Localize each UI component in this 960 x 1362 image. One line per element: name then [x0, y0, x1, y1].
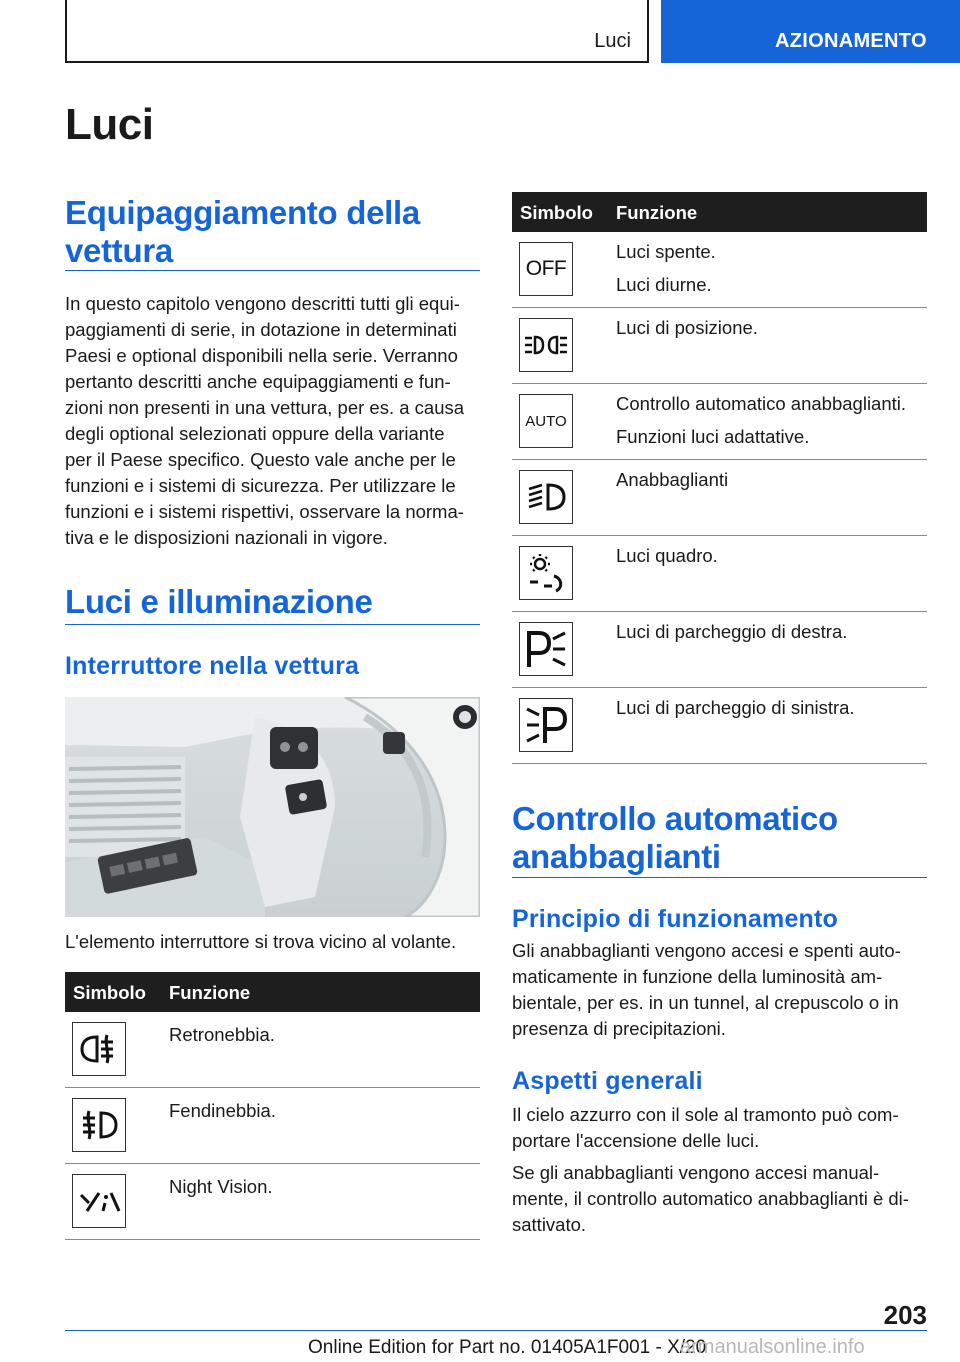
intro-line: paggiamenti di serie, in dotazione in determinati [65, 319, 457, 340]
heading-rule [512, 877, 927, 878]
heading-principle: Principio di funzionamento [512, 905, 839, 933]
heading-lights: Luci e illuminazione [65, 583, 373, 620]
function-text [616, 235, 716, 301]
function-line: Retronebbia. [169, 1024, 275, 1045]
function-line: Fendinebbia. [169, 1100, 276, 1121]
heading-switch: Interruttore nella vettura [65, 652, 360, 680]
heading-equipment [65, 194, 420, 270]
rear-fog-light-icon [72, 1022, 126, 1076]
photo-caption: L'elemento interruttore si trova vicino al volante. [65, 931, 457, 952]
general-line: portare l'accensione delle luci. [512, 1130, 760, 1151]
instrument-lighting-icon [519, 546, 573, 600]
header-section-title: Luci [594, 30, 631, 52]
function-line: Luci di parcheggio di sinistra. [616, 697, 855, 718]
general-line: sattivato. [512, 1214, 587, 1235]
footer-rule [65, 1330, 927, 1331]
front-fog-light-icon [72, 1098, 126, 1152]
table-row [65, 1012, 480, 1088]
intro-line: pertanto descritti anche equipaggiamenti e fun- [65, 371, 451, 392]
intro-line: funzioni e i sistemi di sicurezza. Per utilizzare le [65, 475, 456, 496]
function-line: Luci diurne. [616, 274, 712, 295]
function-text [616, 691, 855, 724]
intro-line: degli optional selezionati oppure della variante [65, 423, 445, 444]
page-number: 203 [883, 1300, 927, 1330]
function-line: Luci quadro. [616, 545, 718, 566]
general-paragraph-2 [512, 1160, 932, 1238]
footer-watermark: armanualsonline.info [680, 1336, 865, 1358]
table-row [512, 612, 927, 688]
principle-line: bientale, per es. in un tunnel, al crepuscolo o in [512, 992, 899, 1013]
low-beam-icon [519, 470, 573, 524]
table-row [512, 688, 927, 764]
heading-auto-line-1: Controllo automatico [512, 800, 838, 837]
function-line: Controllo automatico anabbaglianti. [616, 393, 907, 414]
intro-line: In questo capitolo vengono descritti tutti gli equi- [65, 293, 460, 314]
dashboard-illustration [65, 697, 480, 917]
right-parking-light-icon [519, 622, 573, 676]
function-text [169, 1018, 275, 1051]
function-text [616, 463, 728, 496]
table-row [512, 232, 927, 308]
function-text [616, 387, 906, 453]
off-icon [519, 242, 573, 296]
table-row [512, 536, 927, 612]
footer-edition: Online Edition for Part no. 01405A1F001 - X/20 [308, 1337, 707, 1358]
intro-line: zioni non presenti in una vettura, per es. a causa [65, 397, 465, 418]
heading-rule [65, 624, 480, 625]
heading-auto-low-beam [512, 800, 838, 876]
function-line: Luci spente. [616, 241, 716, 262]
general-line: Se gli anabbaglianti vengono accesi manual- [512, 1162, 880, 1183]
heading-equipment-line-2: vettura [65, 232, 173, 269]
intro-line: funzioni e i sistemi rispettivi, osservare la norma- [65, 501, 464, 522]
function-text [169, 1094, 276, 1127]
table-row [512, 308, 927, 384]
left-parking-light-icon [519, 698, 573, 752]
function-line: Anabbaglianti [616, 469, 729, 490]
principle-line: Gli anabbaglianti vengono accesi e spenti auto- [512, 940, 901, 961]
auto-icon [519, 394, 573, 448]
function-text [616, 615, 847, 648]
table-row [512, 384, 927, 460]
general-line: Il cielo azzurro con il sole al tramonto può com- [512, 1104, 899, 1125]
col-header-function: Funzione [169, 982, 251, 1003]
function-line: Luci di posizione. [616, 317, 758, 338]
table-row [65, 1088, 480, 1164]
principle-line: presenza di precipitazioni. [512, 1018, 726, 1039]
intro-line: Paesi e optional disponibili nella serie. Verranno [65, 345, 458, 366]
page-title: Luci [65, 100, 154, 149]
principle-line: maticamente in funzione della luminosità am- [512, 966, 883, 987]
left-symbol-table [65, 972, 480, 1240]
function-text [616, 311, 758, 344]
col-header-function: Funzione [616, 202, 698, 223]
function-text [169, 1170, 273, 1203]
function-line: Luci di parcheggio di destra. [616, 621, 848, 642]
heading-general: Aspetti generali [512, 1067, 703, 1095]
function-line: Funzioni luci adattative. [616, 426, 810, 447]
function-text [616, 539, 718, 572]
function-line: Night Vision. [169, 1176, 273, 1197]
off-icon-label: OFF [525, 257, 567, 280]
col-header-symbol: Simbolo [73, 982, 146, 1003]
heading-rule [65, 270, 480, 271]
intro-paragraph [65, 291, 483, 551]
night-vision-icon [72, 1174, 126, 1228]
right-symbol-table [512, 192, 927, 764]
intro-line: tiva e le disposizioni nazionali in vigore. [65, 527, 388, 548]
col-header-symbol: Simbolo [520, 202, 593, 223]
table-header [65, 972, 480, 1012]
heading-equipment-line-1: Equipaggiamento della [65, 194, 420, 231]
header-chapter-tab: AZIONAMENTO [661, 0, 960, 63]
intro-line: per il Paese specifico. Questo vale anche per le [65, 449, 456, 470]
general-paragraph-1 [512, 1102, 932, 1154]
switch-location-photo [65, 697, 480, 917]
auto-icon-label: AUTO [525, 412, 567, 430]
heading-auto-line-2: anabbaglianti [512, 838, 721, 875]
table-row [512, 460, 927, 536]
principle-paragraph [512, 938, 932, 1042]
table-header [512, 192, 927, 232]
parking-lights-icon [519, 318, 573, 372]
general-line: mente, il controllo automatico anabbaglianti è di- [512, 1188, 909, 1209]
table-row [65, 1164, 480, 1240]
header-section-box [65, 0, 649, 63]
